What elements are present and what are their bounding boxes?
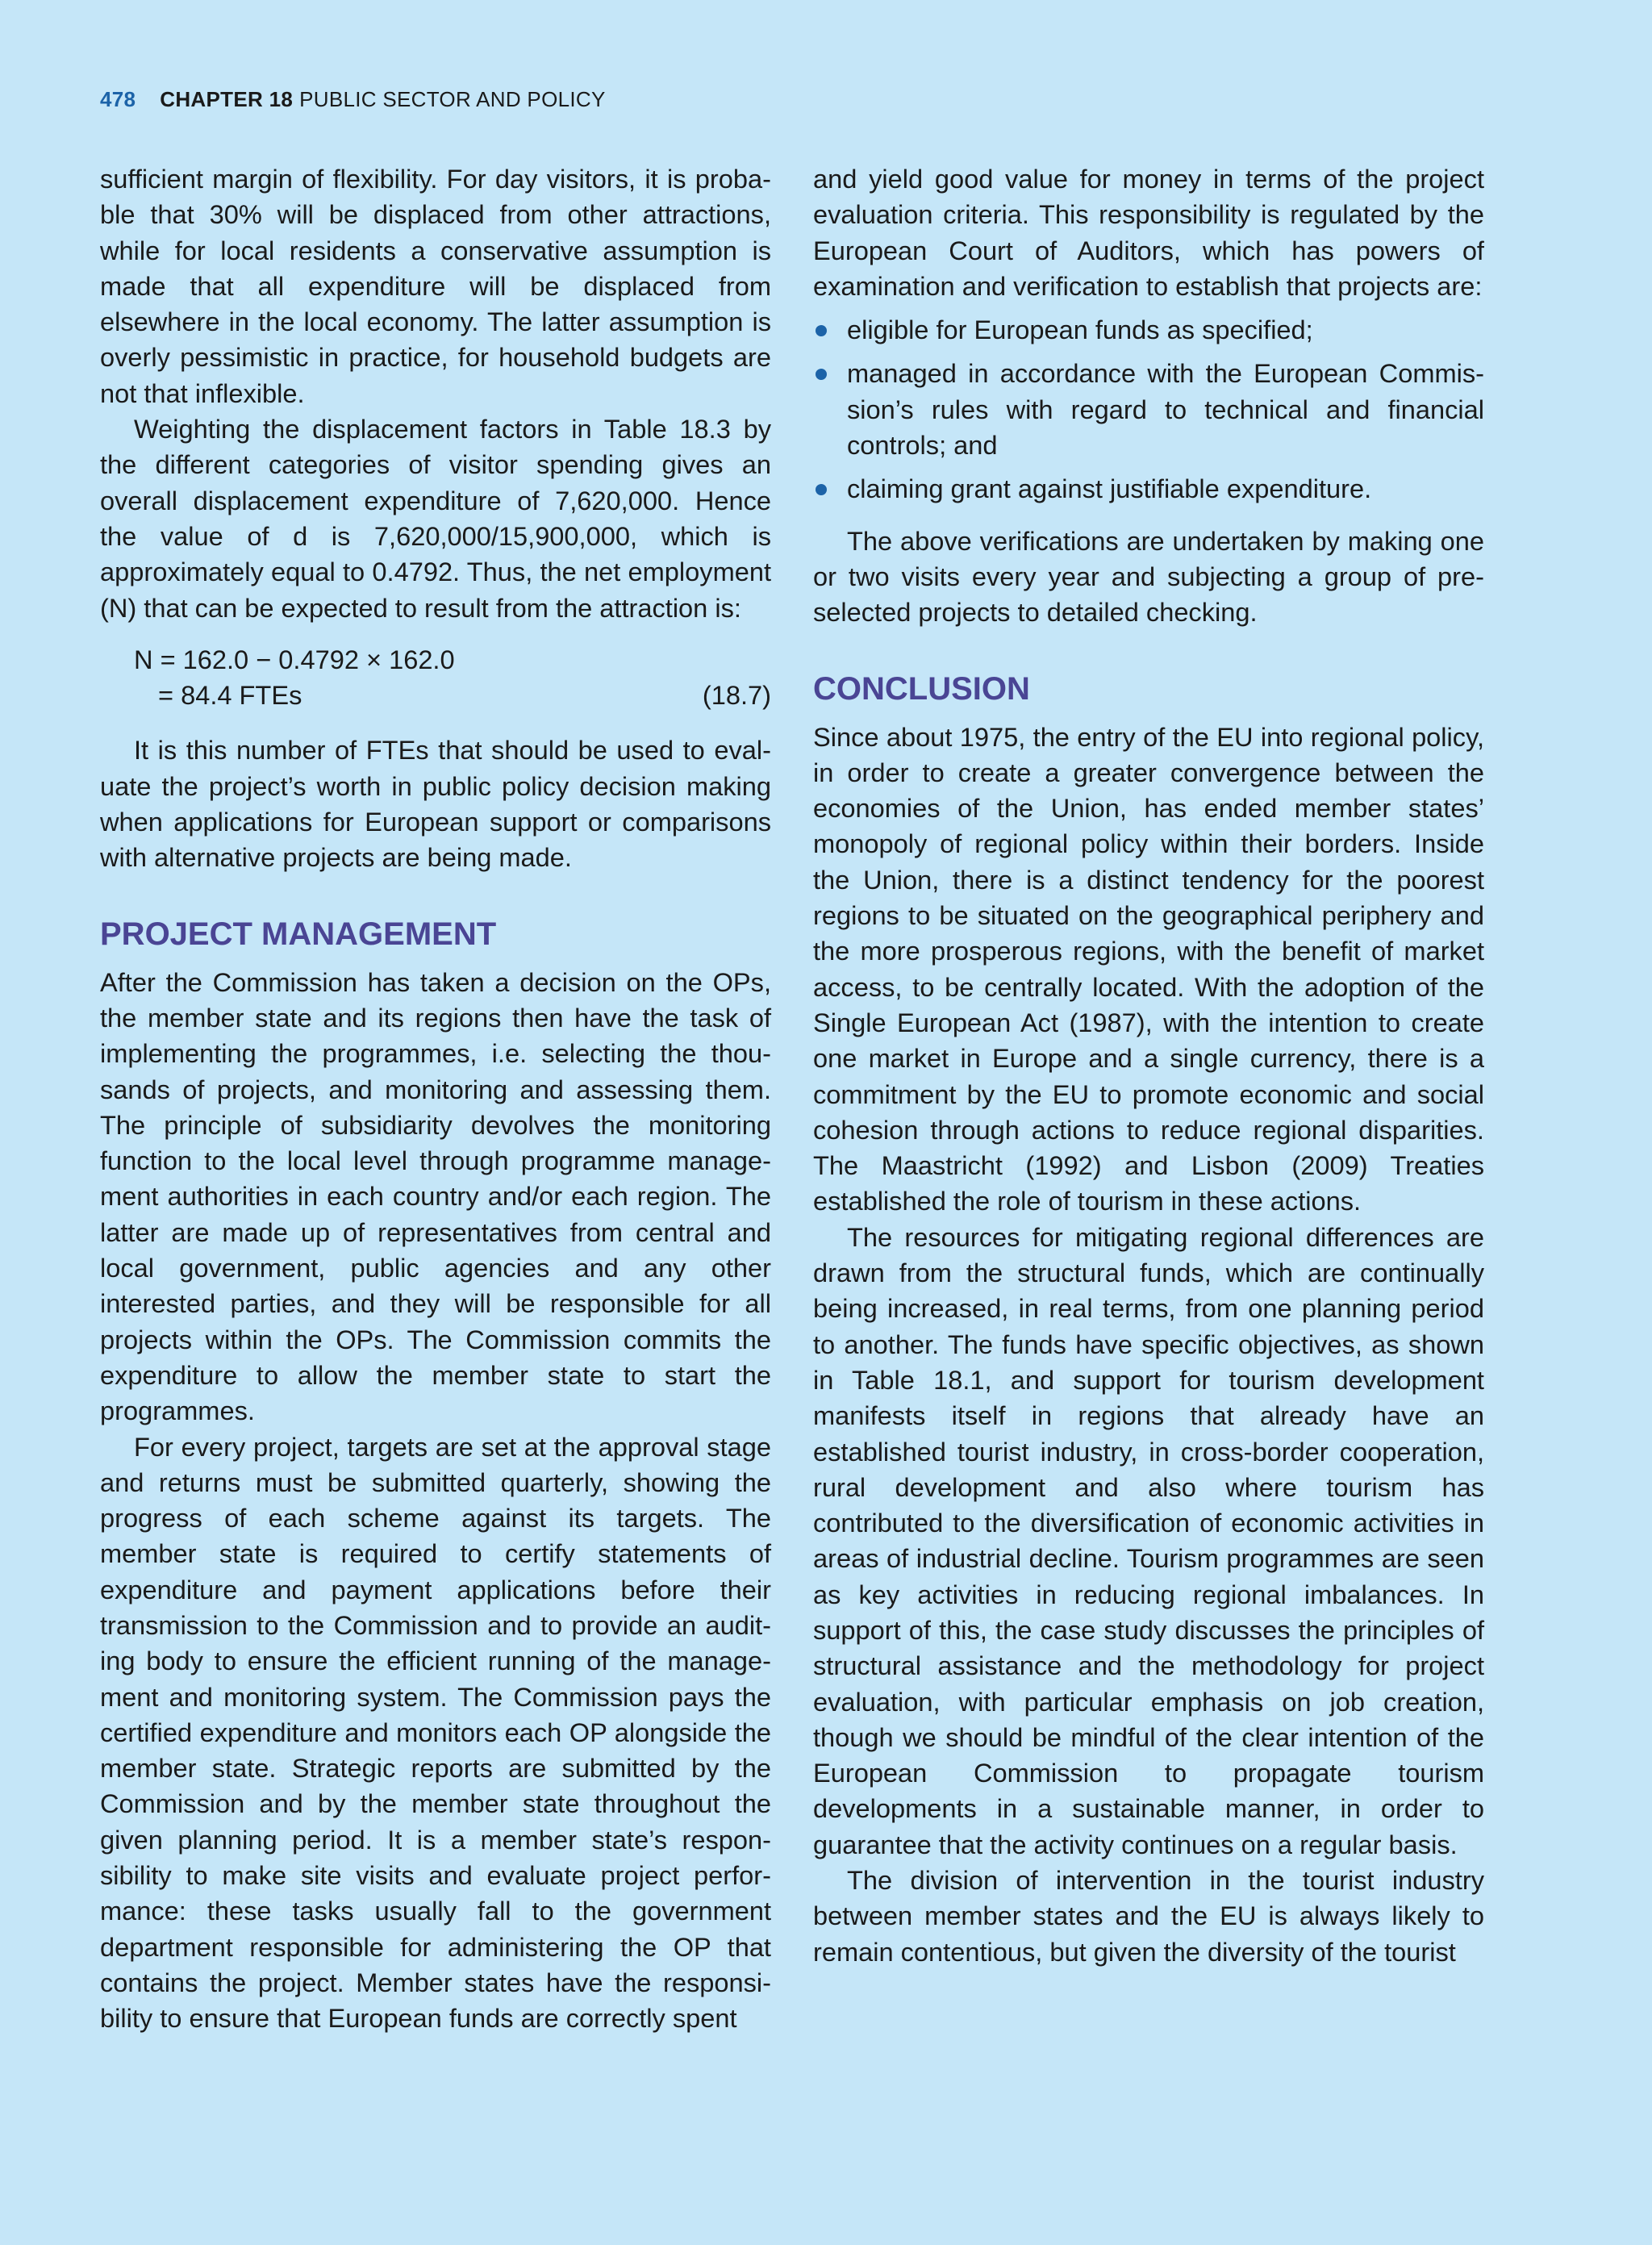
paragraph: and yield good value for money in terms of the project evaluation criteria. This responsibility is regulated by the European Court of Auditors, which has powers of examination and verification to establish that projects are: xyxy=(813,164,1484,301)
equation-line: = 84.4 FTEs xyxy=(158,680,302,711)
paragraph: Since about 1975, the entry of the EU into regional policy, in order to create a greater convergence between the economies of the Union, has ended member states’ monopoly of regional policy within their borders. Inside the Union, there is a distinct tendency for the poorest regions to be situated on the geographical periphery and the more prosperous regions, with the benefit of market access, to be centrally located. With the adoption of the Single European Act (1987), with the intention to create one market in Europe and a single currency, there is a commitment by the EU to promote economic and social cohesion through actions to reduce regional disparities. The Maastricht (1992) and Lisbon (2009) Treaties established the role of tourism in these actions. xyxy=(813,721,1484,1216)
chapter-label: CHAPTER 18 xyxy=(160,87,294,111)
paragraph: sufficient margin of flexibility. For day visitors, it is probable that 30% will be displaced from other attractions, while for local residents a conservative assumption is made that all expenditure will be displaced from elsewhere in the local economy. The latter assumption is overly pessimistic in practice, for household budgets are not that inflexible. xyxy=(100,164,771,408)
paragraph: For every project, targets are set at the approval stage and returns must be submitted quarterly, showing the progress of each scheme against its targets. The member state is required to certify statements of expenditure and payment applications before their transmission to the Commission and to provide an auditing body to ensure the efficient running of the management and monitoring system. The Commission pays the certified expenditure and monitors each OP alongside the member state. Strategic reports are submitted by the Commission and by the member state throughout the given planning period. It is a member state’s responsibility to make site visits and evaluate project performance: these tasks usually fall to the government department responsible for administering the OP that contains the project. Member states have the responsibility to ensure that European funds are correctly spent xyxy=(100,1431,771,2034)
paragraph: The above verifications are undertaken by making one or two visits every year and subjecting a group of pre-selected projects to detailed checking. xyxy=(813,525,1484,628)
right-column xyxy=(813,161,1484,1970)
paragraph: After the Commission has taken a decision on the OPs, the member state and its regions then have the task of implementing the programmes, i.e. selecting the thousands of projects, and monitoring and assessing them. The principle of subsidiarity devolves the monitoring function to the local level through programme management authorities in each country and/or each region. The latter are made up of representatives from central and local government, public agencies and any other interested parties, and they will be responsible for all projects within the OPs. The Commission commits the expenditure to allow the member state to start the programmes. xyxy=(100,966,771,1426)
bullet-icon xyxy=(816,325,827,336)
list-item xyxy=(813,356,1484,463)
list-item xyxy=(813,312,1484,348)
running-head xyxy=(100,87,606,112)
list-item xyxy=(813,471,1484,507)
bullet-list xyxy=(813,312,1484,507)
list-item-text: managed in accordance with the European Commission’s rules with regard to technical and financial controls; and xyxy=(847,358,1484,461)
section-heading-conclusion: CONCLUSION xyxy=(813,670,1030,707)
page-number: 478 xyxy=(100,87,136,111)
chapter-title: PUBLIC SECTOR AND POLICY xyxy=(299,87,606,111)
bullet-icon xyxy=(816,484,827,495)
equation-line: N = 162.0 − 0.4792 × 162.0 xyxy=(134,644,455,674)
paragraph: The division of intervention in the tourist industry between member states and the EU is always likely to remain contentious, but given the diversity of the tourist xyxy=(813,1865,1484,1967)
paragraph: The resources for mitigating regional differences are drawn from the structural funds, which are continually being increased, in real terms, from one planning period to another. The funds have specific objectives, as shown in Table 18.1, and support for tourism development manifests itself in regions that already have an established tourist industry, in cross-border cooperation, rural development and also where tourism has contributed to the diversification of economic activities in areas of industrial decline. Tourism programmes are seen as key activities in reducing regional imbalances. In support of this, the case study discusses the principles of structural assistance and the methodology for project evaluation, with particular emphasis on job creation, though we should be mindful of the clear intention of the European Commission to propagate tourism developments in a sustainable manner, in order to guarantee that the activity continues on a regular basis. xyxy=(813,1221,1484,1859)
equation-18-7 xyxy=(134,642,771,714)
equation-number: (18.7) xyxy=(702,680,771,711)
list-item-text: claiming grant against justifiable expenditure. xyxy=(847,474,1372,504)
list-item-text: eligible for European funds as specified; xyxy=(847,315,1313,345)
bullet-icon xyxy=(816,369,827,380)
paragraph: Weighting the displacement factors in Table 18.3 by the different categories of visitor spending gives an overall displacement expenditure of 7,620,000. Hence the value of d is 7,620,000/15,900,000, which is approximately equal to 0.4792. Thus, the net employment (N) that can be expected to result from the attraction is: xyxy=(100,414,771,623)
section-heading-project-management: PROJECT MANAGEMENT xyxy=(100,916,497,952)
paragraph: It is this number of FTEs that should be used to evaluate the project’s worth in public policy decision making when applications for European support or comparisons with alternative projects are being made. xyxy=(100,735,771,873)
left-column xyxy=(100,161,771,2037)
